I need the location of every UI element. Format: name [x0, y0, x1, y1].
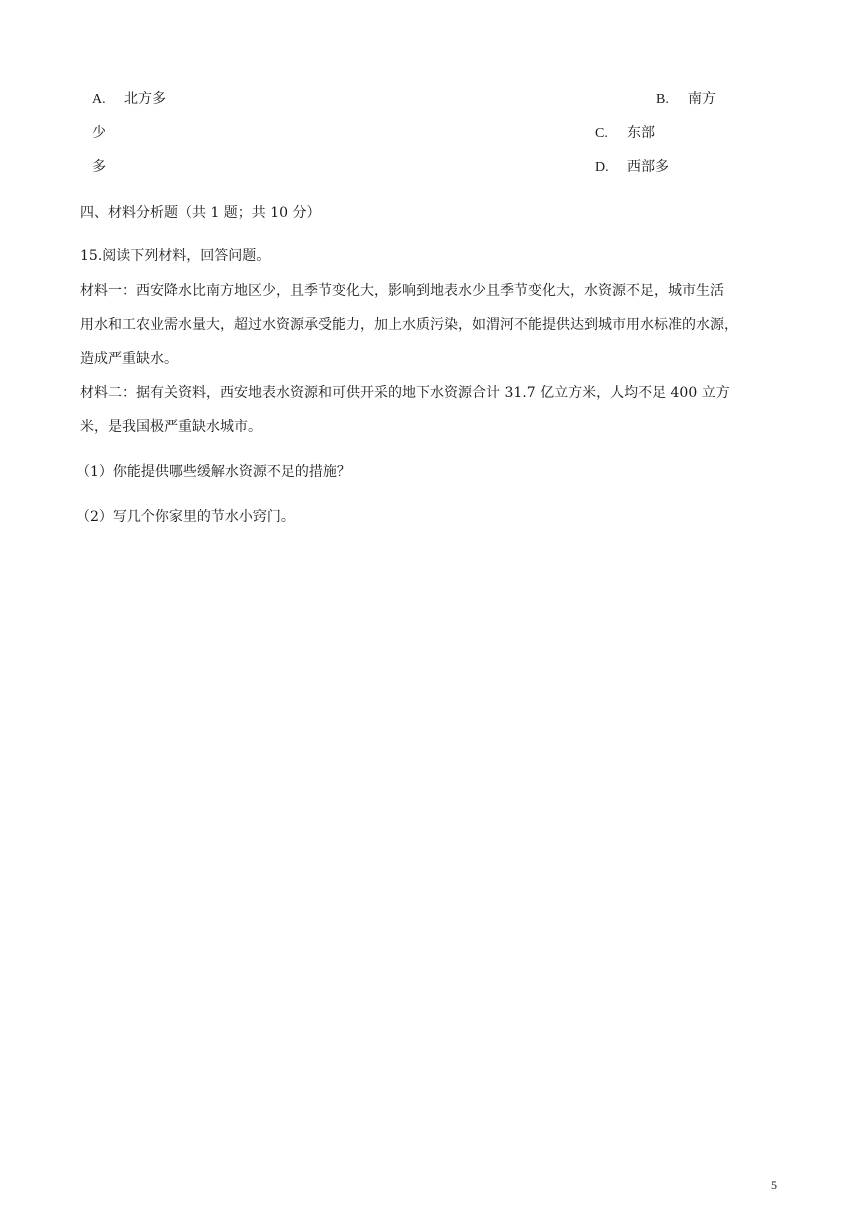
option-c-letter: C.: [595, 126, 608, 141]
option-a: [92, 89, 166, 110]
material1-line: 造成严重缺水。: [80, 351, 178, 367]
option-c-continuation: 多: [92, 159, 106, 175]
option-b-text: 南方: [688, 91, 716, 107]
option-d: [595, 157, 669, 178]
option-a-letter: A.: [92, 92, 106, 107]
material2-line: 米，是我国极严重缺水城市。: [80, 419, 262, 435]
option-d-text: 西部多: [627, 159, 669, 175]
option-c: [595, 123, 655, 144]
material2-line: 材料二：据有关资料，西安地表水资源和可供开采的地下水资源合计 31.7 亿立方米，人均不足 400 立方: [80, 385, 730, 401]
option-b: [656, 89, 716, 110]
sub-question-2: （2）写几个你家里的节水小窍门。: [76, 509, 295, 525]
option-b-continuation: 少: [92, 125, 106, 141]
section-heading: 四、材料分析题（共 1 题；共 10 分）: [80, 205, 321, 221]
option-c-text: 东部: [627, 125, 655, 141]
option-a-text: 北方多: [124, 91, 166, 107]
option-d-letter: D.: [595, 160, 609, 175]
material1-line: 材料一：西安降水比南方地区少，且季节变化大，影响到地表水少且季节变化大，水资源不足，城市生活: [80, 283, 724, 299]
sub-question-1: （1）你能提供哪些缓解水资源不足的措施？: [76, 464, 351, 480]
material1-line: 用水和工农业需水量大，超过水资源承受能力，加上水质污染，如渭河不能提供达到城市用水标准的水源，: [80, 317, 738, 333]
option-b-letter: B.: [656, 92, 669, 107]
question-stem: 15.阅读下列材料，回答问题。: [80, 248, 271, 264]
page-number: 5: [771, 1178, 777, 1192]
